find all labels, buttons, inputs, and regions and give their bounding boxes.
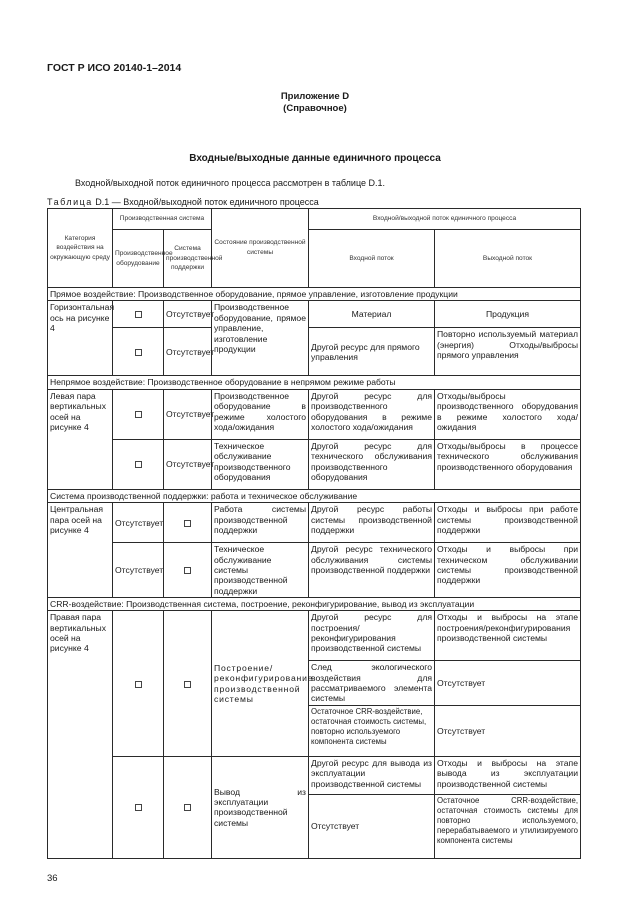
- header-state: Состояние производственной системы: [212, 209, 309, 288]
- caption-prefix: Таблица: [47, 197, 93, 207]
- caption-text: D.1 — Входной/выходной поток единичного процесса: [92, 197, 319, 207]
- output-cell: Отходы и выбросы при работе системы производственной поддержки: [435, 503, 581, 543]
- input-cell: Другой ресурс для прямого управления: [309, 328, 435, 376]
- box-icon: [113, 756, 164, 858]
- page-number: 36: [47, 873, 58, 884]
- output-cell: Отсутствует: [435, 705, 581, 756]
- state-text: Построение/реконфигурирование производственной системы: [214, 662, 314, 704]
- output-cell: Отходы/выбросы в процессе технического обслуживания производственного оборудования: [435, 439, 581, 489]
- state-cell: Работа системы производственной поддержки: [212, 503, 309, 543]
- state-cell: [212, 611, 314, 757]
- absent-cell: Отсутствует: [164, 389, 212, 439]
- box-icon: [113, 389, 164, 439]
- header-prod-system: Производственная система: [113, 209, 212, 230]
- io-flow-table: [47, 208, 581, 859]
- state-cell: Техническое обслуживание системы производственной поддержки: [212, 543, 309, 598]
- input-cell: Другой ресурс работы системы производственной поддержки: [309, 503, 435, 543]
- input-cell: След экологического воздействия для рассматриваемого элемента системы: [309, 661, 435, 706]
- header-prod-equipment: Производственное оборудование: [113, 230, 164, 288]
- box-icon: [164, 503, 212, 543]
- standard-number: ГОСТ Р ИСО 20140-1–2014: [47, 62, 182, 74]
- output-cell: Отходы/выбросы производственного оборудования в режиме холостого хода/ожидания: [435, 389, 581, 439]
- input-cell: Другой ресурс для построения/реконфигурирования производственной системы: [309, 611, 435, 661]
- header-category: Категория воздействия на окружающую среду: [48, 209, 113, 288]
- output-cell: Отсутствует: [435, 661, 581, 706]
- state-cell: Вывод из эксплуатации производственной системы: [212, 756, 309, 858]
- box-icon: [164, 756, 212, 858]
- appendix-note: (Справочное): [283, 103, 347, 114]
- input-cell: Другой ресурс для производственного оборудования в режиме холостого хода/ожидания: [309, 389, 435, 439]
- input-cell: Другой ресурс для вывода из эксплуатации производственной системы: [309, 756, 435, 794]
- box-icon: [113, 328, 164, 376]
- box-icon: [113, 611, 164, 757]
- input-cell: Материал: [309, 301, 435, 328]
- input-cell: Другой ресурс технического обслуживания системы производственной поддержки: [309, 543, 435, 598]
- output-cell: Отходы и выбросы на этапе построения/реконфигурирования производственной системы: [435, 611, 581, 661]
- box-icon: [164, 543, 212, 598]
- absent-cell: Отсутствует: [113, 503, 164, 543]
- intro-paragraph: Входной/выходной поток единичного процесса рассмотрен в таблице D.1.: [75, 178, 386, 188]
- header-support-system: Система производственной поддержки: [164, 230, 212, 288]
- absent-cell: Отсутствует: [164, 301, 212, 328]
- output-cell: Отходы и выбросы на этапе вывода из эксплуатации производственной системы: [435, 756, 581, 794]
- section-title: CRR-воздействие: Производственная система, построение, реконфигурирование, вывод из эксплуатации: [48, 598, 581, 611]
- box-icon: [113, 301, 164, 328]
- output-cell: Отходы и выбросы при техническом обслуживании системы производственной поддержки: [435, 543, 581, 598]
- category-cell: Правая пара вертикальных осей на рисунке 4: [48, 611, 113, 859]
- box-icon: [164, 611, 212, 757]
- category-cell: Горизонтальная ось на рисунке 4: [48, 301, 113, 376]
- state-cell: Техническое обслуживание производственного оборудования: [212, 439, 309, 489]
- header-output: Выходной поток: [435, 230, 581, 288]
- header-io-flow: Входной/выходной поток единичного процесса: [309, 209, 581, 230]
- input-cell: Отсутствует: [309, 794, 435, 858]
- section-title: Непрямое воздействие: Производственное оборудование в непрямом режиме работы: [48, 376, 581, 389]
- category-cell: Левая пара вертикальных осей на рисунке 4: [48, 389, 113, 489]
- absent-cell: Отсутствует: [113, 543, 164, 598]
- section-title: Прямое воздействие: Производственное оборудование, прямое управление, изготовление продукции: [48, 288, 581, 301]
- output-cell: Продукция: [435, 301, 581, 328]
- output-cell: Повторно используемый материал (энергия) Отходы/выбросы прямого управления: [435, 328, 581, 376]
- absent-cell: Отсутствует: [164, 328, 212, 376]
- appendix-heading: [0, 91, 630, 115]
- table-caption: [47, 197, 319, 207]
- header-input: Входной поток: [309, 230, 435, 288]
- absent-cell: Отсутствует: [164, 439, 212, 489]
- section-heading: Входные/выходные данные единичного процесса: [189, 153, 441, 164]
- appendix-title: Приложение D: [280, 91, 350, 102]
- box-icon: [113, 439, 164, 489]
- output-cell: Остаточное CRR-воздействие, остаточная стоимость системы для повторно используемого, перерабатываемого и утилизируемого компонента системы: [435, 794, 581, 858]
- state-cell: Производственное оборудование в режиме холостого хода/ожидания: [212, 389, 309, 439]
- state-cell: Производственное оборудование, прямое управление, изготовление продукции: [212, 301, 309, 376]
- input-cell: Остаточное CRR-воздействие, остаточная стоимость системы, повторно используемого компонента системы: [309, 705, 435, 756]
- section-title: Система производственной поддержки: работа и техническое обслуживание: [48, 489, 581, 502]
- category-cell: Центральная пара осей на рисунке 4: [48, 503, 113, 598]
- input-cell: Другой ресурс для технического обслуживания производственного оборудования: [309, 439, 435, 489]
